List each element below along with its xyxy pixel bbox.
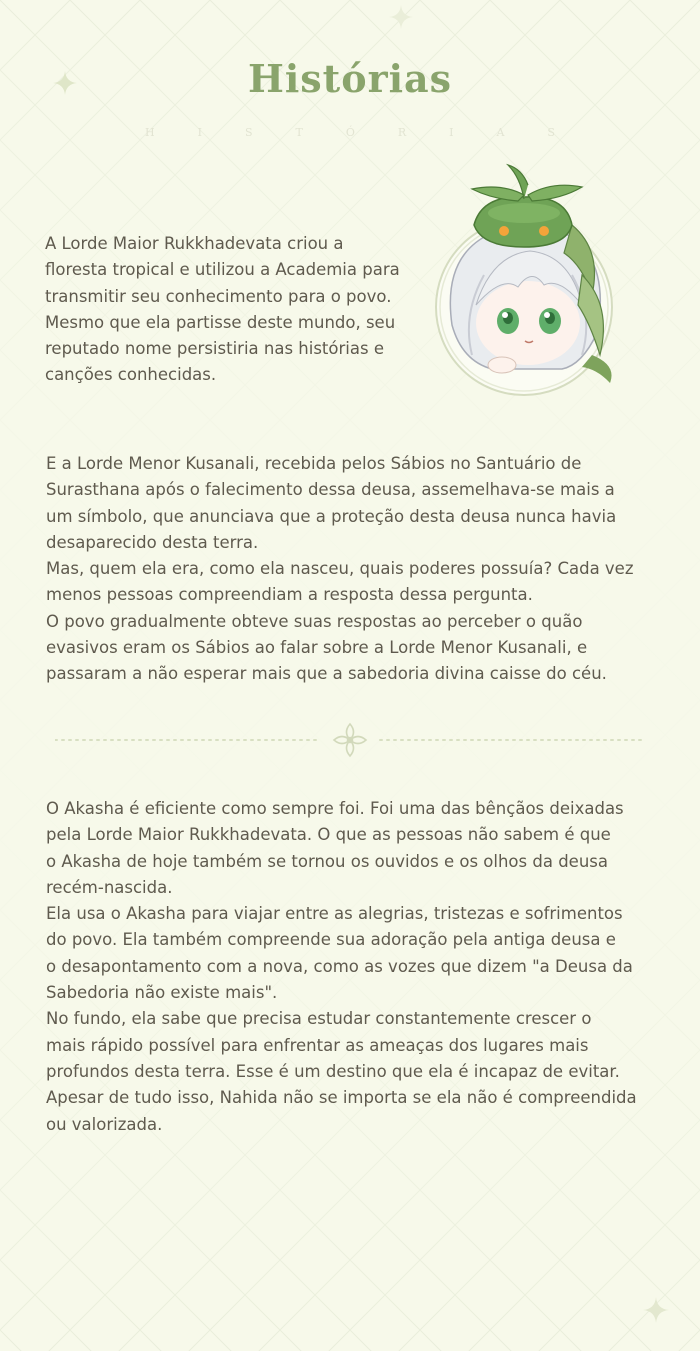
paragraph-line: O Akasha é eficiente como sempre foi. Foi uma das bênçãos deixadas bbox=[46, 799, 624, 818]
story-paragraph-3 bbox=[46, 796, 637, 1138]
paragraph-line: o desapontamento com a nova, como as vozes que dizem "a Deusa da bbox=[46, 956, 633, 976]
paragraph-line: evasivos eram os Sábios ao falar sobre a Lorde Menor Kusanali, e bbox=[46, 638, 588, 658]
paragraph-line: No fundo, ela sabe que precisa estudar constantemente crescer o bbox=[46, 1009, 592, 1029]
paragraph-line: menos pessoas compreendiam a resposta dessa pergunta. bbox=[46, 585, 533, 605]
paragraph-line: reputado nome persistiria nas histórias e bbox=[45, 339, 384, 359]
paragraph-line: ou valorizada. bbox=[46, 1114, 163, 1134]
sparkle-icon bbox=[388, 4, 414, 30]
paragraph-line: desaparecido desta terra. bbox=[46, 532, 259, 552]
page-subtitle: HISTÓRIAS bbox=[145, 126, 598, 139]
paragraph-line: passaram a não esperar mais que a sabedoria divina caisse do céu. bbox=[46, 664, 607, 684]
paragraph-line: Sabedoria não existe mais". bbox=[46, 983, 278, 1003]
paragraph-line: recém-nascida. bbox=[46, 877, 173, 897]
flower-divider-icon bbox=[55, 718, 645, 762]
paragraph-line: Ela usa o Akasha para viajar entre as alegrias, tristezas e sofrimentos bbox=[46, 904, 623, 924]
paragraph-line: transmitir seu conhecimento para o povo. bbox=[45, 286, 392, 306]
paragraph-line: E a Lorde Menor Kusanali, recebida pelos Sábios no Santuário de bbox=[46, 454, 582, 473]
paragraph-line: do povo. Ela também compreende sua adoração pela antiga deusa e bbox=[46, 930, 616, 950]
character-portrait-icon bbox=[432, 155, 617, 400]
story-paragraph-2 bbox=[46, 451, 634, 688]
paragraph-line: mais rápido possível para enfrentar as ameaças dos lugares mais bbox=[46, 1035, 589, 1055]
paragraph-line: floresta tropical e utilizou a Academia para bbox=[45, 260, 400, 280]
paragraph-line: Surasthana após o falecimento dessa deusa, assemelhava-se mais a bbox=[46, 480, 615, 500]
story-paragraph-1 bbox=[45, 231, 400, 389]
paragraph-line: Mas, quem ela era, como ela nasceu, quais poderes possuía? Cada vez bbox=[46, 559, 634, 579]
paragraph-line: pela Lorde Maior Rukkhadevata. O que as pessoas não sabem é que bbox=[46, 825, 611, 845]
paragraph-line: profundos desta terra. Esse é um destino que ela é incapaz de evitar. bbox=[46, 1061, 620, 1081]
paragraph-line: O povo gradualmente obteve suas respostas ao perceber o quão bbox=[46, 611, 583, 631]
sparkle-icon bbox=[642, 1296, 670, 1324]
paragraph-line: Mesmo que ela partisse deste mundo, seu bbox=[45, 312, 396, 332]
paragraph-line: A Lorde Maior Rukkhadevata criou a bbox=[45, 234, 344, 253]
paragraph-line: um símbolo, que anunciava que a proteção desta deusa nunca havia bbox=[46, 506, 617, 526]
paragraph-line: Apesar de tudo isso, Nahida não se importa se ela não é compreendida bbox=[46, 1088, 637, 1108]
page-title: Histórias bbox=[247, 56, 453, 101]
paragraph-line: canções conhecidas. bbox=[45, 365, 217, 385]
paragraph-line: o Akasha de hoje também se tornou os ouvidos e os olhos da deusa bbox=[46, 851, 608, 871]
